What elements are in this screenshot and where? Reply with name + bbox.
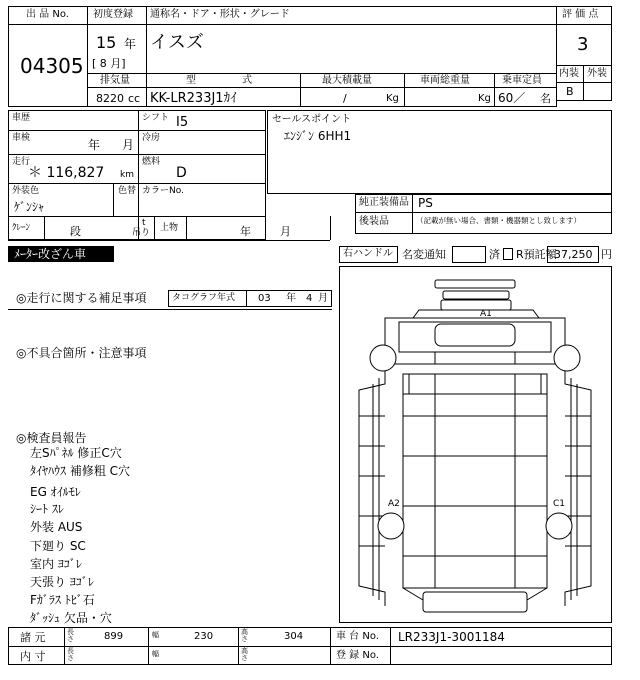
- upper-month: 月: [280, 225, 291, 238]
- ac-label: 冷房: [142, 133, 161, 143]
- model-label-b: 式: [242, 75, 252, 86]
- mileage-value: ＊ 116,827: [28, 165, 105, 181]
- crane-step: 段: [70, 225, 81, 238]
- inner-dims-label: 内 寸: [20, 650, 46, 663]
- length-value: 899: [104, 631, 124, 642]
- selling-point-label: セールスポイント: [272, 114, 352, 125]
- grade-label: 評 価 点: [562, 9, 599, 20]
- interior-label: 内装: [559, 68, 579, 79]
- height-label: 高さ: [241, 628, 248, 644]
- maker-name: イスズ: [150, 32, 204, 53]
- gross-weight-unit: Kg: [478, 93, 491, 104]
- inspection-month-unit: 月: [122, 138, 135, 152]
- chassis-value: LR233J1-3001184: [398, 630, 505, 644]
- tacho-month: 4: [306, 293, 313, 304]
- crane-ton: t: [142, 218, 146, 228]
- damage-mark-a2: A2: [388, 499, 400, 509]
- fuel-value: D: [176, 165, 187, 181]
- model-label-a: 型: [186, 75, 196, 86]
- divider: [8, 646, 612, 647]
- divider: [8, 130, 266, 131]
- divider: [330, 627, 331, 665]
- color-change-label: 色替: [118, 186, 137, 196]
- report-line: 下廻り SC: [30, 539, 86, 553]
- report-line: ﾀｲﾔﾊｳｽ 補修粗 C穴: [30, 464, 131, 478]
- divider: [44, 216, 45, 240]
- driving-notes-label: ◎走行に関する補足事項: [16, 291, 147, 305]
- reg-no-label: 登 録 No.: [336, 650, 379, 661]
- inspection-label: 車検: [12, 133, 31, 143]
- displacement-value: 8220: [96, 92, 124, 105]
- report-line: EG ｵｲﾙﾓﾚ: [30, 485, 81, 499]
- divider: [87, 24, 557, 25]
- tacho-year: 03: [258, 293, 271, 304]
- divider: [246, 290, 247, 307]
- damage-mark-c1: C1: [553, 499, 566, 509]
- report-line: 外装 AUS: [30, 520, 83, 534]
- recycle-fee-value: 37,250: [554, 248, 593, 261]
- divider: [8, 309, 332, 310]
- color-code-label: カラーNo.: [142, 186, 184, 196]
- divider: [8, 24, 88, 25]
- inspection-year-unit: 年: [88, 138, 101, 152]
- divider: [154, 216, 155, 240]
- yen-unit: 円: [601, 248, 612, 261]
- overall-grade: 3: [577, 34, 589, 55]
- exterior-label: 外装: [587, 68, 607, 79]
- reg-year-unit: 年: [124, 37, 137, 51]
- divider: [238, 627, 239, 665]
- inner-length-label: 長さ: [67, 647, 74, 663]
- equipment-label: 純正装備品: [359, 197, 409, 208]
- color-value: ｹﾞﾝｼｬ: [14, 200, 45, 214]
- divider: [87, 87, 557, 88]
- color-label: 外装色: [12, 186, 40, 196]
- width-label: 幅: [152, 631, 159, 639]
- rhd-label: 右ハンドル: [343, 248, 393, 259]
- history-label: 車歴: [12, 113, 31, 123]
- width-value: 230: [194, 631, 214, 642]
- lot-label: 出 品 No.: [26, 9, 69, 20]
- divider: [556, 24, 612, 25]
- upper-label: 上物: [160, 223, 179, 233]
- recycle-fee-label: R預託額: [516, 248, 557, 261]
- defect-notes-label: ◎不具合箇所・注意事項: [16, 346, 147, 360]
- selling-point-value: ｴﾝｼﾞﾝ 6HH1: [284, 129, 352, 143]
- lot-number: 04305: [20, 54, 84, 78]
- inner-height-label: 高さ: [241, 647, 248, 663]
- gross-weight-label: 車両総重量: [420, 75, 470, 86]
- crane-label: ｸﾚｰﾝ: [12, 223, 31, 233]
- divider: [186, 216, 187, 240]
- report-line: ﾀﾞｯｼｭ 欠品・穴: [30, 611, 112, 625]
- report-line: 天張り ﾖｺﾞﾚ: [30, 575, 94, 589]
- maxload-label: 最大積載量: [322, 75, 372, 86]
- meter-tampered-badge: ﾒｰﾀｰ改ざん車: [8, 246, 114, 262]
- chassis-label: 車 台 No.: [336, 631, 379, 642]
- report-line: 室内 ﾖｺﾞﾚ: [30, 557, 82, 571]
- tacho-month-unit: 月: [318, 293, 328, 304]
- reg-year: 15: [96, 33, 117, 52]
- aftermarket-note: （記載が無い場合、書類・機器類とし致します）: [416, 216, 581, 225]
- displacement-unit: cc: [128, 92, 141, 105]
- divider: [148, 627, 149, 665]
- dims-label: 諸 元: [20, 631, 46, 644]
- divider: [8, 154, 266, 155]
- divider: [556, 65, 612, 66]
- divider: [494, 73, 495, 107]
- capacity-unit: 名: [540, 92, 551, 105]
- rename-box: [452, 246, 486, 263]
- recycle-done: 済: [489, 248, 500, 261]
- divider: [404, 73, 405, 107]
- divider: [146, 6, 147, 74]
- fuel-label: 燃料: [142, 157, 161, 167]
- mileage-label: 走行: [12, 157, 31, 167]
- tacho-label: タコグラフ年式: [172, 293, 236, 303]
- inner-width-label: 幅: [152, 650, 159, 658]
- report-line: Fｶﾞﾗｽ ﾄﾋﾞ石: [30, 593, 95, 607]
- truck-diagram: [339, 266, 612, 623]
- inspector-report-label: ◎検査員報告: [16, 431, 87, 445]
- mileage-unit: km: [120, 170, 134, 180]
- shift-value: I5: [176, 115, 189, 130]
- divider: [113, 183, 114, 216]
- displacement-label: 排気量: [100, 75, 130, 86]
- divider: [300, 73, 301, 107]
- damage-mark-a1: A1: [480, 309, 492, 319]
- divider: [8, 216, 266, 217]
- capacity-label: 乗車定員: [502, 75, 542, 86]
- divider: [412, 194, 413, 234]
- report-line: ｼｰﾄ ｽﾚ: [30, 502, 64, 516]
- recycle-check-box: [503, 248, 513, 260]
- maxload-value: /: [343, 92, 347, 105]
- upper-year: 年: [240, 225, 251, 238]
- divider: [355, 212, 612, 213]
- divider: [64, 627, 65, 665]
- divider: [8, 183, 266, 184]
- model-value: KK-LR233J1ｶｲ: [150, 91, 237, 106]
- aftermarket-label: 後装品: [359, 216, 389, 227]
- first-reg-label: 初度登録: [93, 9, 133, 20]
- capacity-value: 60／: [498, 91, 526, 105]
- rename-label: 名変通知: [402, 248, 446, 261]
- height-value: 304: [284, 631, 304, 642]
- reg-month: [ 8 月]: [92, 57, 126, 70]
- length-label: 長さ: [67, 628, 74, 644]
- interior-grade: B: [566, 85, 574, 98]
- divider: [8, 240, 330, 241]
- report-line: 左Sﾊﾟﾈﾙ 修正C穴: [30, 446, 122, 460]
- crane-hang: 吊り: [132, 228, 151, 238]
- divider: [556, 82, 612, 83]
- tacho-year-unit: 年: [286, 293, 296, 304]
- maxload-unit: Kg: [386, 93, 399, 104]
- vehicle-name-label: 通称名・ドア・形状・グレード: [150, 9, 290, 20]
- shift-label: シフト: [142, 113, 170, 123]
- divider: [583, 65, 584, 101]
- divider: [390, 627, 391, 665]
- equipment-value: PS: [418, 196, 433, 210]
- divider: [330, 216, 331, 240]
- divider: [146, 73, 147, 107]
